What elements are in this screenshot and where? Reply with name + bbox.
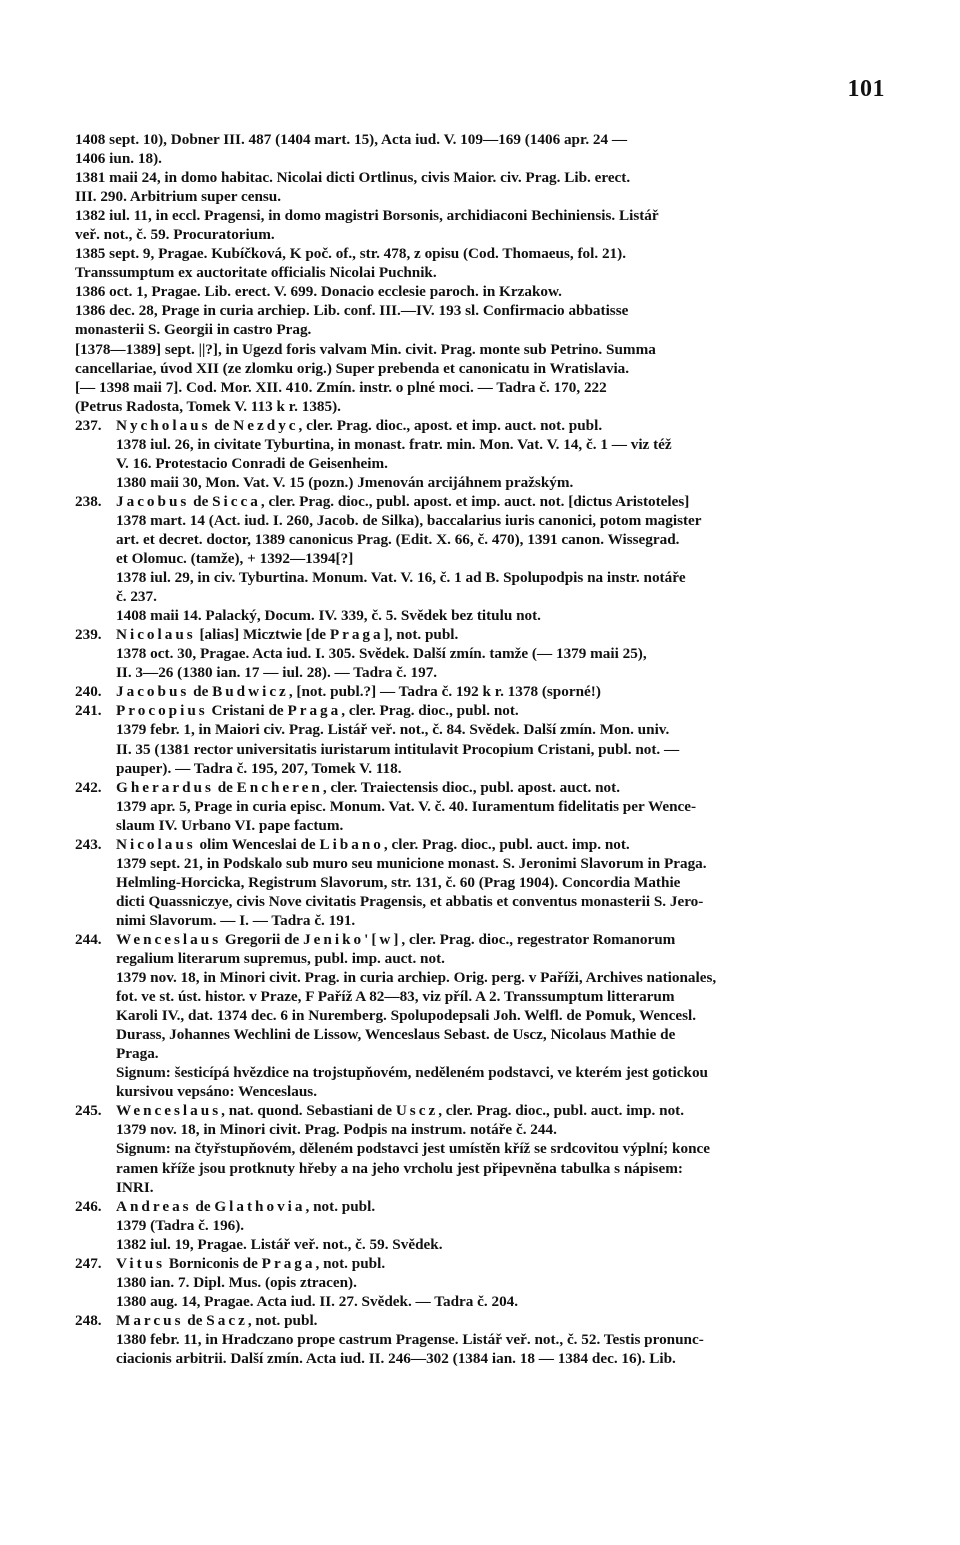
text-line: II. 35 (1381 rector universitatis iuristarum intitulavit Procopium Cristani, publ. not. — bbox=[116, 740, 680, 758]
entry-heading bbox=[116, 1197, 887, 1216]
text-line: č. 237. bbox=[116, 588, 157, 606]
heading-text: [alias] Micztwie [de bbox=[195, 626, 330, 644]
notary-name: Nicolaus bbox=[116, 835, 196, 853]
notary-entry bbox=[75, 492, 887, 625]
notary-name: Gherardus bbox=[116, 778, 214, 796]
entry-heading bbox=[116, 682, 887, 701]
entry-number: 239. bbox=[75, 626, 102, 644]
notary-entry bbox=[75, 416, 887, 492]
notary-name: Jacobus bbox=[116, 492, 190, 510]
heading-text: , [not. publ.?] — Tadra č. 192 k r. 1378 (sporné!) bbox=[288, 683, 601, 701]
text-line: 1379 febr. 1, in Maiori civ. Prag. Listář veř. not., č. 84. Svědek. Další zmín. Mon. univ. bbox=[116, 721, 670, 739]
notary-name: Jacobus bbox=[116, 683, 190, 701]
text-line: [— 1398 maii 7]. Cod. Mor. XII. 410. Zmín. instr. o plné moci. — Tadra č. 170, 222 bbox=[75, 378, 607, 396]
notary-name: Marcus bbox=[116, 1311, 184, 1329]
entry-heading bbox=[116, 1101, 887, 1120]
text-line: pauper). — Tadra č. 195, 207, Tomek V. 118. bbox=[116, 759, 402, 777]
heading-text: Gregorii de bbox=[221, 930, 304, 948]
text-line: 1379 sept. 21, in Podskalo sub muro seu municione monast. S. Jeronimi Slavorum in Praga. bbox=[116, 854, 707, 872]
entry-heading bbox=[116, 701, 887, 720]
notary-entry bbox=[75, 1311, 887, 1368]
text-line: Karoli IV., dat. 1374 dec. 6 in Nuremberg. Spolupodepsali Joh. Welfl. de Pomuk, Wencesl. bbox=[116, 1007, 697, 1025]
text-line: 1386 oct. 1, Pragae. Lib. erect. V. 699. Donacio ecclesie paroch. in Krzakow. bbox=[75, 283, 562, 301]
notary-name: Procopius bbox=[116, 702, 208, 720]
heading-text: , cler. Prag. dioc., publ. auct. imp. not. bbox=[383, 835, 630, 853]
text-line: Praga. bbox=[116, 1045, 159, 1063]
heading-text: , not. publ. bbox=[315, 1254, 386, 1272]
heading-text: , not. publ. bbox=[247, 1311, 318, 1329]
notary-place: Sacz bbox=[206, 1311, 248, 1329]
text-line: 1380 ian. 7. Dipl. Mus. (opis ztracen). bbox=[116, 1273, 357, 1291]
page-number: 101 bbox=[847, 76, 885, 102]
continued-entry bbox=[75, 130, 887, 416]
text-line: 1385 sept. 9, Pragae. Kubíčková, K poč. of., str. 478, z opisu (Cod. Thomaeus, fol. 21). bbox=[75, 245, 626, 263]
text-line: 1380 maii 30, Mon. Vat. V. 15 (pozn.) Jmenován arcijáhnem pražským. bbox=[116, 473, 574, 491]
heading-text: olim Wenceslai de bbox=[195, 835, 320, 853]
text-line: Durass, Johannes Wechlini de Lissow, Wenceslaus Sebast. de Uscz, Nicolaus Mathie de bbox=[116, 1026, 676, 1044]
text-line: 1380 aug. 14, Pragae. Acta iud. II. 27. Svědek. — Tadra č. 204. bbox=[116, 1292, 519, 1310]
text-line: cancellariae, úvod XII (ze zlomku orig.) Super prebenda et canonicatu in Wratislavia. bbox=[75, 359, 630, 377]
heading-text: , cler. Prag. dioc., publ. not. bbox=[341, 702, 519, 720]
heading-text: , cler. Prag. dioc., regestrator Romanorum bbox=[401, 930, 676, 948]
heading-text: de bbox=[213, 778, 237, 796]
text-line: 1379 (Tadra č. 196). bbox=[116, 1216, 245, 1234]
notary-entry bbox=[75, 1101, 887, 1196]
entry-number: 248. bbox=[75, 1311, 102, 1329]
notary-place: Praga bbox=[287, 702, 342, 720]
text-line: 1378 iul. 29, in civ. Tyburtina. Monum. Vat. V. 16, č. 1 ad B. Spolupodpis na instr. notáře bbox=[116, 569, 686, 587]
heading-text: ], not. publ. bbox=[383, 626, 459, 644]
text-line: veř. not., č. 59. Procuratorium. bbox=[75, 226, 275, 244]
text-line: 1408 maii 14. Palacký, Docum. IV. 339, č. 5. Svědek bez titulu not. bbox=[116, 607, 541, 625]
notary-name: Wenceslaus bbox=[116, 1102, 222, 1120]
text-line: ciacionis arbitrii. Další zmín. Acta iud. II. 246—302 (1384 ian. 18 — 1384 dec. 16). Lib. bbox=[116, 1350, 676, 1367]
entry-number: 241. bbox=[75, 702, 102, 720]
entry-heading bbox=[116, 625, 887, 644]
text-line: 1378 iul. 26, in civitate Tyburtina, in monast. fratr. min. Mon. Vat. V. 14, č. 1 — viz též bbox=[116, 435, 672, 453]
heading-text: de bbox=[183, 1311, 207, 1329]
notary-entry bbox=[75, 701, 887, 777]
entry-number: 245. bbox=[75, 1102, 102, 1120]
text-line: slaum IV. Urbano VI. pape factum. bbox=[116, 816, 344, 834]
entry-number: 242. bbox=[75, 778, 102, 796]
text-line: et Olomuc. (tamže), + 1392—1394[?] bbox=[116, 550, 354, 568]
text-line: monasterii S. Georgii in castro Prag. bbox=[75, 321, 312, 339]
entry-number: 237. bbox=[75, 416, 102, 434]
entry-number: 243. bbox=[75, 835, 102, 853]
notary-place: Nezdyc bbox=[233, 416, 299, 434]
notary-place: Jeniko'[w] bbox=[303, 930, 402, 948]
heading-text: de bbox=[189, 683, 213, 701]
entry-number: 240. bbox=[75, 683, 102, 701]
entry-heading bbox=[116, 1254, 887, 1273]
text-line: Signum: na čtyřstupňovém, děleném podstavci jest umístěn kříž se srdcovitou výplní; konce bbox=[116, 1140, 711, 1158]
notary-entry bbox=[75, 1197, 887, 1254]
notary-entry bbox=[75, 625, 887, 682]
heading-text: , cler. Prag. dioc., publ. auct. imp. not. bbox=[438, 1102, 685, 1120]
document-body bbox=[75, 130, 887, 1368]
notary-name: Nycholaus bbox=[116, 416, 211, 434]
entry-number: 247. bbox=[75, 1254, 102, 1272]
entry-heading bbox=[116, 930, 887, 949]
notary-entry bbox=[75, 930, 887, 1101]
notary-place: Praga bbox=[261, 1254, 316, 1272]
entry-number: 238. bbox=[75, 492, 102, 510]
entry-heading bbox=[116, 492, 887, 511]
notary-entry bbox=[75, 778, 887, 835]
entry-heading bbox=[116, 416, 887, 435]
text-line: V. 16. Protestacio Conradi de Geisenheim. bbox=[116, 454, 388, 472]
heading-text: Borniconis de bbox=[165, 1254, 262, 1272]
heading-text: de bbox=[191, 1197, 215, 1215]
notary-place: Libano bbox=[319, 835, 384, 853]
entry-heading bbox=[116, 1311, 887, 1330]
notary-place: Glathovia bbox=[214, 1197, 306, 1215]
notary-place: Praga bbox=[329, 626, 384, 644]
notary-name: Wenceslaus bbox=[116, 930, 222, 948]
text-line: nimi Slavorum. — I. — Tadra č. 191. bbox=[116, 911, 356, 929]
heading-text: , nat. quond. Sebastiani de bbox=[221, 1102, 396, 1120]
text-line: art. et decret. doctor, 1389 canonicus Prag. (Edit. X. 66, č. 470), 1391 canon. Wissegrad. bbox=[116, 530, 680, 548]
text-line: 1378 oct. 30, Pragae. Acta iud. I. 305. Svědek. Další zmín. tamže (— 1379 maii 25), bbox=[116, 645, 647, 663]
heading-text: Cristani de bbox=[207, 702, 288, 720]
text-line: 1380 febr. 11, in Hradczano prope castrum Pragense. Listář veř. not., č. 52. Testis pronunc- bbox=[116, 1330, 704, 1348]
text-line: regalium literarum supremus, publ. imp. auct. not. bbox=[116, 950, 445, 968]
text-line: ramen kříže jsou protknuty hřeby a na jeho vrcholu jest připevněna tabulka s nápisem: bbox=[116, 1159, 683, 1177]
heading-text: , cler. Traiectensis dioc., publ. apost. auct. not. bbox=[322, 778, 620, 796]
text-line: III. 290. Arbitrium super censu. bbox=[75, 188, 282, 206]
notary-entry bbox=[75, 835, 887, 930]
text-line: INRI. bbox=[116, 1178, 154, 1196]
notary-entry bbox=[75, 682, 887, 701]
heading-text: de bbox=[210, 416, 234, 434]
text-line: II. 3—26 (1380 ian. 17 — iul. 28). — Tadra č. 197. bbox=[116, 664, 438, 682]
text-line: 1408 sept. 10), Dobner III. 487 (1404 mart. 15), Acta iud. V. 109—169 (1406 apr. 24 — bbox=[75, 131, 628, 148]
notary-name: Vitus bbox=[116, 1254, 166, 1272]
entry-heading bbox=[116, 778, 887, 797]
text-line: 1406 iun. 18). bbox=[75, 150, 162, 168]
notary-name: Nicolaus bbox=[116, 626, 196, 644]
text-line: (Petrus Radosta, Tomek V. 113 k r. 1385). bbox=[75, 397, 341, 415]
entry-number: 246. bbox=[75, 1197, 102, 1215]
notary-entry bbox=[75, 1254, 887, 1311]
text-line: 1379 nov. 18, in Minori civit. Prag. Podpis na instrum. notáře č. 244. bbox=[116, 1121, 557, 1139]
text-line: dicti Quassniczye, civis Nove civitatis Pragensis, et abbatis et conventus monasterii S. Jero- bbox=[116, 892, 704, 910]
notary-place: Budwicz bbox=[212, 683, 289, 701]
heading-text: , cler. Prag. dioc., publ. apost. et imp. auct. not. [dictus Aristoteles] bbox=[260, 492, 690, 510]
text-line: Helmling-Horcicka, Registrum Slavorum, str. 131, č. 60 (Prag 1904). Concordia Mathie bbox=[116, 873, 681, 891]
text-line: fot. ve st. úst. histor. v Praze, F Paříž A 82—83, viz příl. A 2. Transsumptum litterarum bbox=[116, 988, 675, 1006]
text-line: 1382 iul. 11, in eccl. Pragensi, in domo magistri Borsonis, archidiaconi Bechiniensis. Listář bbox=[75, 207, 659, 225]
heading-text: , cler. Prag. dioc., apost. et imp. auct. not. publ. bbox=[298, 416, 603, 434]
text-line: 1386 dec. 28, Prage in curia archiep. Lib. conf. III.—IV. 193 sl. Confirmacio abbatisse bbox=[75, 302, 629, 320]
heading-text: de bbox=[189, 492, 213, 510]
text-line: kursivou vepsáno: Wenceslaus. bbox=[116, 1083, 317, 1101]
text-line: 1379 nov. 18, in Minori civit. Prag. in curia archiep. Orig. perg. v Paříži, Archives nationales, bbox=[116, 969, 717, 987]
notary-place: Sicca bbox=[212, 492, 261, 510]
notary-name: Andreas bbox=[116, 1197, 192, 1215]
notary-place: Uscz bbox=[395, 1102, 439, 1120]
entry-number: 244. bbox=[75, 930, 102, 948]
entry-heading bbox=[116, 835, 887, 854]
text-line: Signum: šesticípá hvězdice na trojstupňovém, neděleném podstavci, ve kterém jest gotickou bbox=[116, 1064, 708, 1082]
text-line: 1379 apr. 5, Prage in curia episc. Monum. Vat. V. č. 40. Iuramentum fidelitatis per Wence- bbox=[116, 797, 697, 815]
text-line: 1378 mart. 14 (Act. iud. I. 260, Jacob. de Silka), baccalarius iuris canonici, potom magister bbox=[116, 511, 702, 529]
notary-place: Encheren bbox=[236, 778, 323, 796]
text-line: [1378—1389] sept. ||?], in Ugezd foris valvam Min. civit. Prag. monte sub Petrino. Summa bbox=[75, 340, 656, 358]
text-line: 1382 iul. 19, Pragae. Listář veř. not., č. 59. Svědek. bbox=[116, 1235, 443, 1253]
text-line: 1381 maii 24, in domo habitac. Nicolai dicti Ortlinus, civis Maior. civ. Prag. Lib. erect. bbox=[75, 169, 631, 187]
heading-text: , not. publ. bbox=[305, 1197, 376, 1215]
text-line: Transsumptum ex auctoritate officialis Nicolai Puchnik. bbox=[75, 264, 437, 282]
